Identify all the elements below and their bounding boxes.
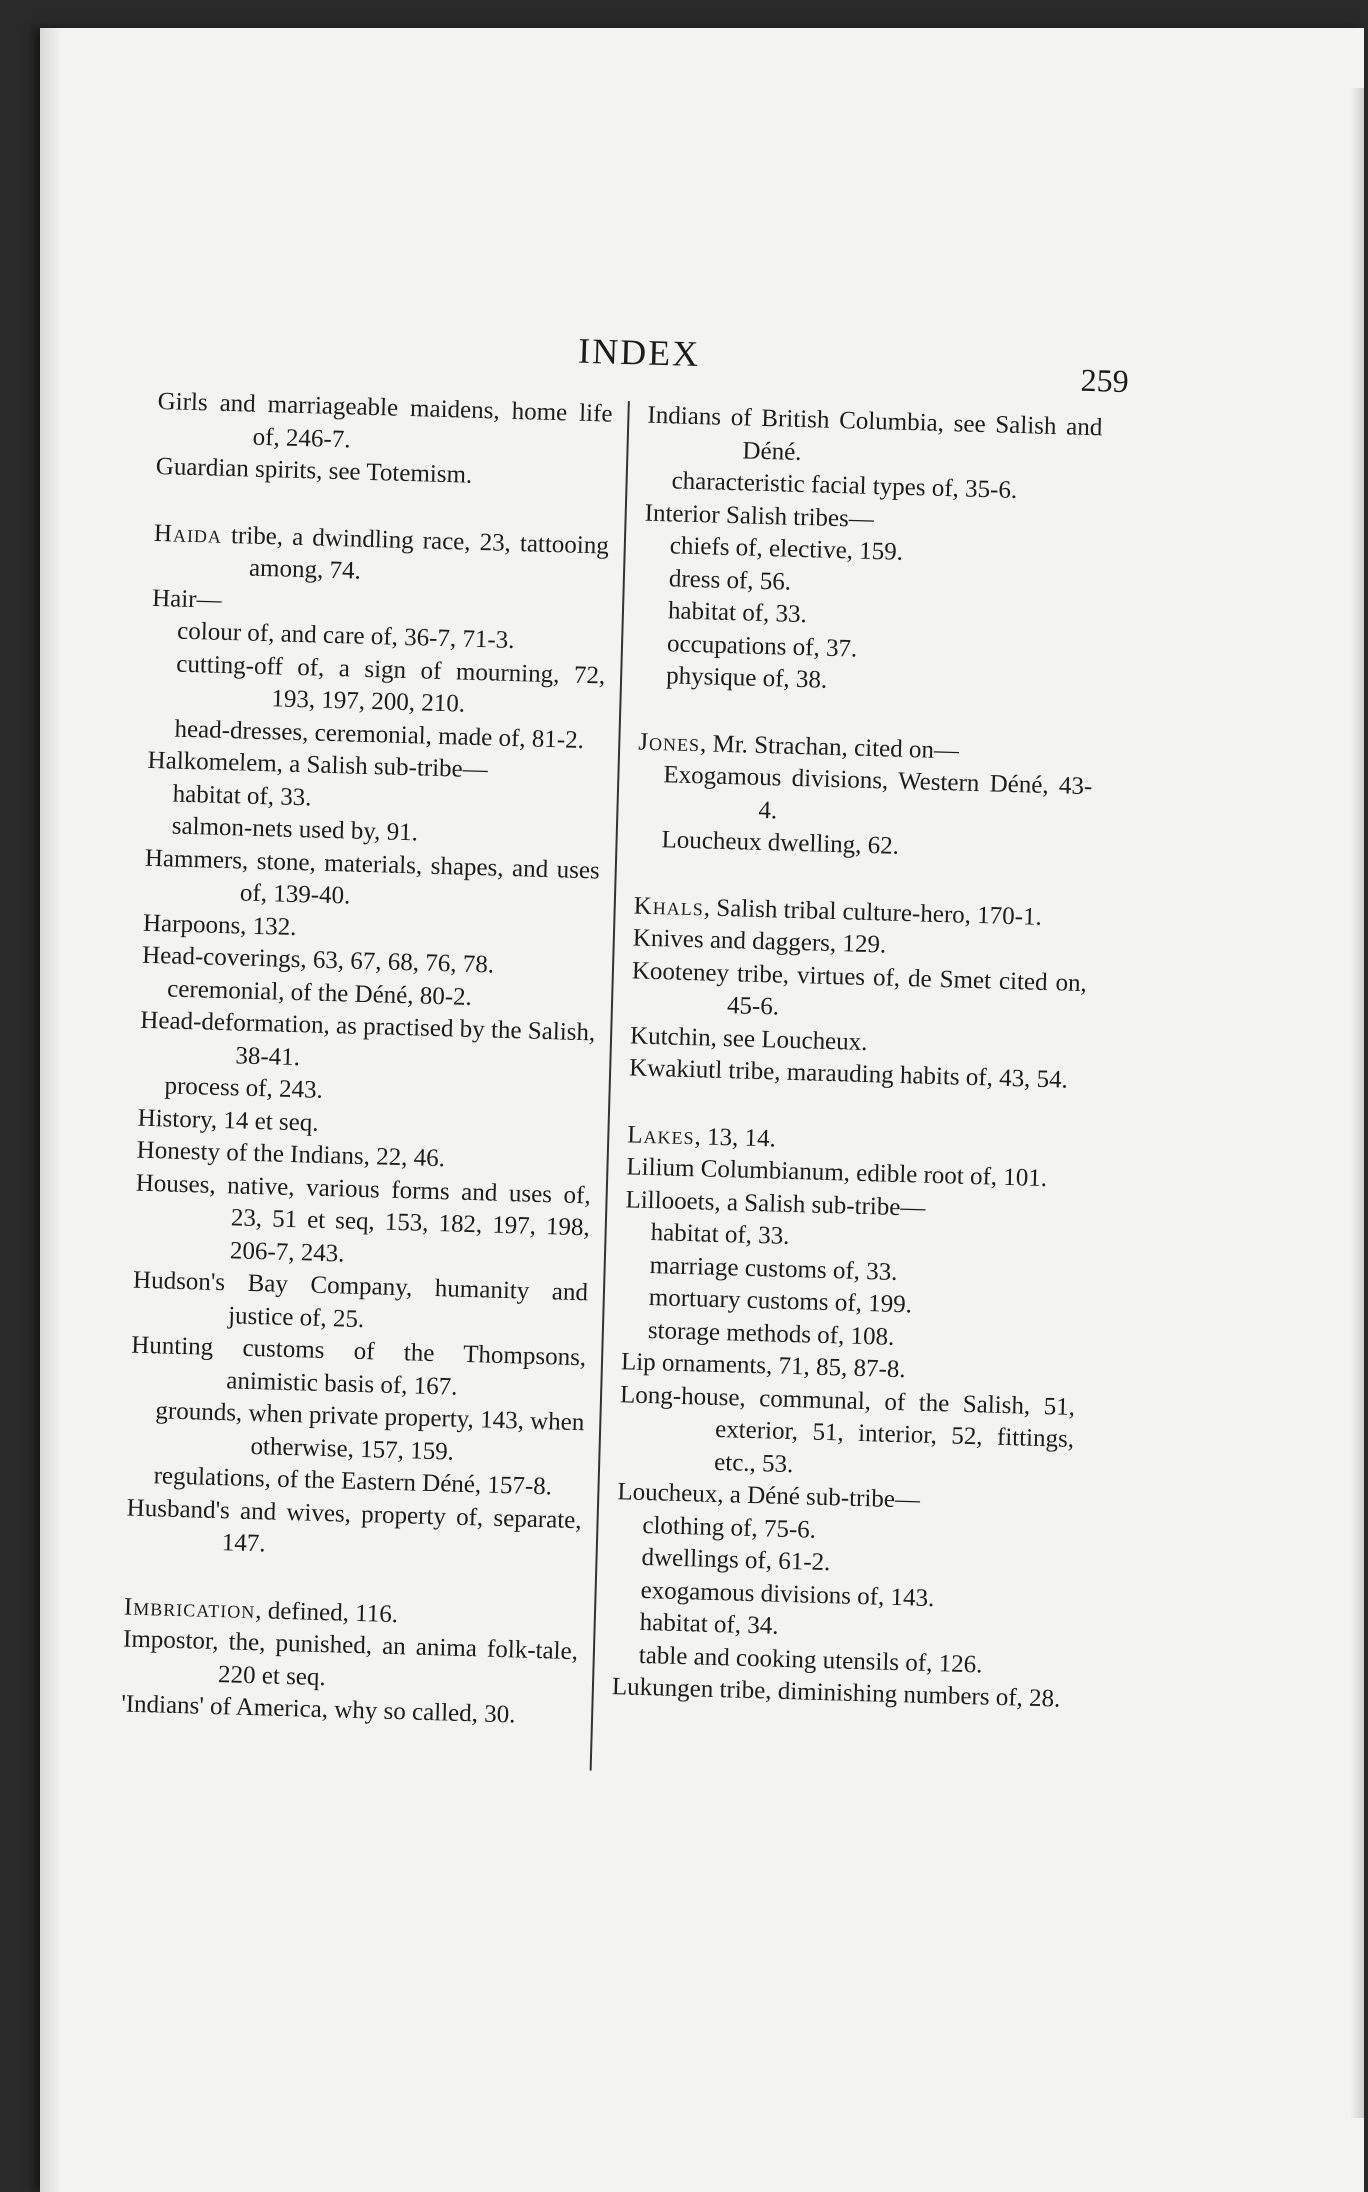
index-entry-text: , Salish tribal culture-hero, 170-1. xyxy=(703,893,1043,931)
index-entry-text: habitat of, 34. xyxy=(639,1608,779,1640)
book-page xyxy=(40,28,1364,2192)
index-entry-text: storage methods of, 108. xyxy=(647,1316,895,1351)
index-entry-text: mortuary customs of, 199. xyxy=(648,1284,913,1319)
index-entry-text: grounds, when private property, 143, when otherwise, 157, 159. xyxy=(155,1397,585,1466)
index-entry-text: Harpoons, 132. xyxy=(142,909,297,941)
index-entry-text: Lip ornaments, 71, 85, 87-8. xyxy=(620,1348,906,1384)
index-column-right xyxy=(611,400,1102,1717)
index-entry-text: Husband's and wives, property of, separate, 147. xyxy=(126,1494,582,1558)
index-entry-text: Indians of British Columbia, see Salish and Déné. xyxy=(647,401,1103,466)
index-entry xyxy=(618,1379,1076,1489)
index-entry-text: clothing of, 75-6. xyxy=(642,1511,817,1544)
page-content xyxy=(116,318,1130,1904)
index-entry-text: characteristic facial types of, 35-6. xyxy=(671,467,1018,504)
index-entry-text: dwellings of, 61-2. xyxy=(641,1543,831,1577)
index-entry-text: History, 14 et seq. xyxy=(137,1104,319,1137)
index-entry-text: habitat of, 33. xyxy=(650,1219,790,1250)
index-entry-text: head-dresses, ceremonial, made of, 81-2. xyxy=(174,715,585,754)
index-entry-text: Knives and daggers, 129. xyxy=(632,924,887,959)
index-entry-text: Houses, native, various forms and uses of, 23, 51 et seq, 153, 182, 197, 198, 206-7, 243. xyxy=(135,1169,592,1268)
index-entry-text: exogamous divisions of, 143. xyxy=(640,1576,935,1612)
index-entry-text: Lilium Columbianum, edible root of, 101. xyxy=(626,1153,1048,1193)
index-entry-text: Head-deformation, as practised by the Salish, 38-41. xyxy=(140,1006,596,1071)
index-entry-text: habitat of, 33. xyxy=(667,597,808,629)
index-entry-text: Loucheux, a Déné sub-tribe— xyxy=(617,1478,921,1514)
index-entry-text: colour of, and care of, 36-7, 71-3. xyxy=(176,617,515,655)
index-entry-text: occupations of, 37. xyxy=(666,629,858,663)
index-entry-text: ceremonial, of the Déné, 80-2. xyxy=(166,974,473,1011)
index-entry-text: Interior Salish tribes— xyxy=(644,499,875,533)
index-entry-text: Guardian spirits, see Totemism. xyxy=(155,452,473,489)
index-entry-text: table and cooking utensils of, 126. xyxy=(638,1641,983,1678)
index-entry xyxy=(134,1167,592,1277)
index-entry-text: Kwakiutl tribe, marauding habits of, 43, 54. xyxy=(628,1054,1069,1094)
index-entry-text: cutting-off of, a sign of mourning, 72, 193, 197, 200, 210. xyxy=(175,650,606,718)
page-number: 259 xyxy=(1080,361,1130,400)
index-entry-text: Hunting customs of the Thompsons, animistic basis of, 167. xyxy=(130,1331,587,1401)
index-entry-text: physique of, 38. xyxy=(665,662,828,694)
index-entry-text: Honesty of the Indians, 22, 46. xyxy=(136,1136,446,1173)
page-binding-edge xyxy=(40,28,62,2192)
index-entry-text: Long-house, communal, of the Salish, 51, exterior, 51, interior, 52, fittings, etc., 53. xyxy=(619,1380,1076,1478)
index-subentry xyxy=(154,1395,585,1472)
index-entry-text: , defined, 116. xyxy=(254,1596,399,1628)
index-section-lead: Haida xyxy=(153,519,223,549)
index-entry-text: Halkomelem, a Salish sub-tribe— xyxy=(147,746,489,784)
index-entry-text: Lillooets, a Salish sub-tribe— xyxy=(625,1185,926,1222)
index-entry-text: Exogamous divisions, Western Déné, 43-4. xyxy=(663,761,1093,824)
index-entry-text: Hudson's Bay Company, humanity and justice of, 25. xyxy=(132,1266,589,1333)
index-subentry xyxy=(175,648,606,725)
index-section-lead: Jones xyxy=(637,728,701,757)
index-entry-text: regulations, of the Eastern Déné, 157-8. xyxy=(153,1462,553,1501)
index-entry-text: , 13, 14. xyxy=(694,1122,777,1153)
index-entry-text: Head-coverings, 63, 67, 68, 76, 78. xyxy=(141,941,495,979)
index-entry-text: Impostor, the, punished, an anima folk-tale, 220 et seq. xyxy=(122,1625,579,1691)
index-entry-text: process of, 243. xyxy=(164,1072,324,1104)
page-title: INDEX xyxy=(577,330,701,375)
page-right-edge xyxy=(1350,88,1364,2118)
index-entry-text: Kooteney tribe, virtues of, de Smet cited on, 45-6. xyxy=(631,956,1088,1021)
index-entry-text: chiefs of, elective, 159. xyxy=(669,532,904,566)
index-section-lead: Imbrication xyxy=(123,1593,256,1624)
index-entry-text: Girls and marriageable maidens, home life of, 246-7. xyxy=(157,387,613,453)
index-entry-text: dress of, 56. xyxy=(668,564,792,596)
index-entry-text: Hammers, stone, materials, shapes, and uses of, 139-40. xyxy=(144,844,601,910)
index-entry-text: , Mr. Strachan, cited on— xyxy=(699,729,960,764)
index-entry-text: Loucheux dwelling, 62. xyxy=(661,826,900,860)
index-entry-text: Hair— xyxy=(151,584,222,614)
index-subentry xyxy=(662,759,1093,836)
index-entry-text: salmon-nets used by, 91. xyxy=(171,812,419,847)
index-entry-text: marriage customs of, 33. xyxy=(649,1251,898,1286)
index-entry-text: Kutchin, see Loucheux. xyxy=(629,1021,868,1056)
index-entry-text: 'Indians' of America, why so called, 30. xyxy=(120,1690,516,1729)
index-entry-text: Lukungen tribe, diminishing numbers of, 28. xyxy=(611,1673,1061,1713)
index-column-left xyxy=(121,386,613,1734)
index-section-lead: Khals xyxy=(633,891,705,921)
index-entry-text: habitat of, 33. xyxy=(172,780,312,811)
index-entry-text: tribe, a dwindling race, 23, tattooing among, 74. xyxy=(221,521,610,585)
index-section-lead: Lakes xyxy=(627,1120,696,1150)
